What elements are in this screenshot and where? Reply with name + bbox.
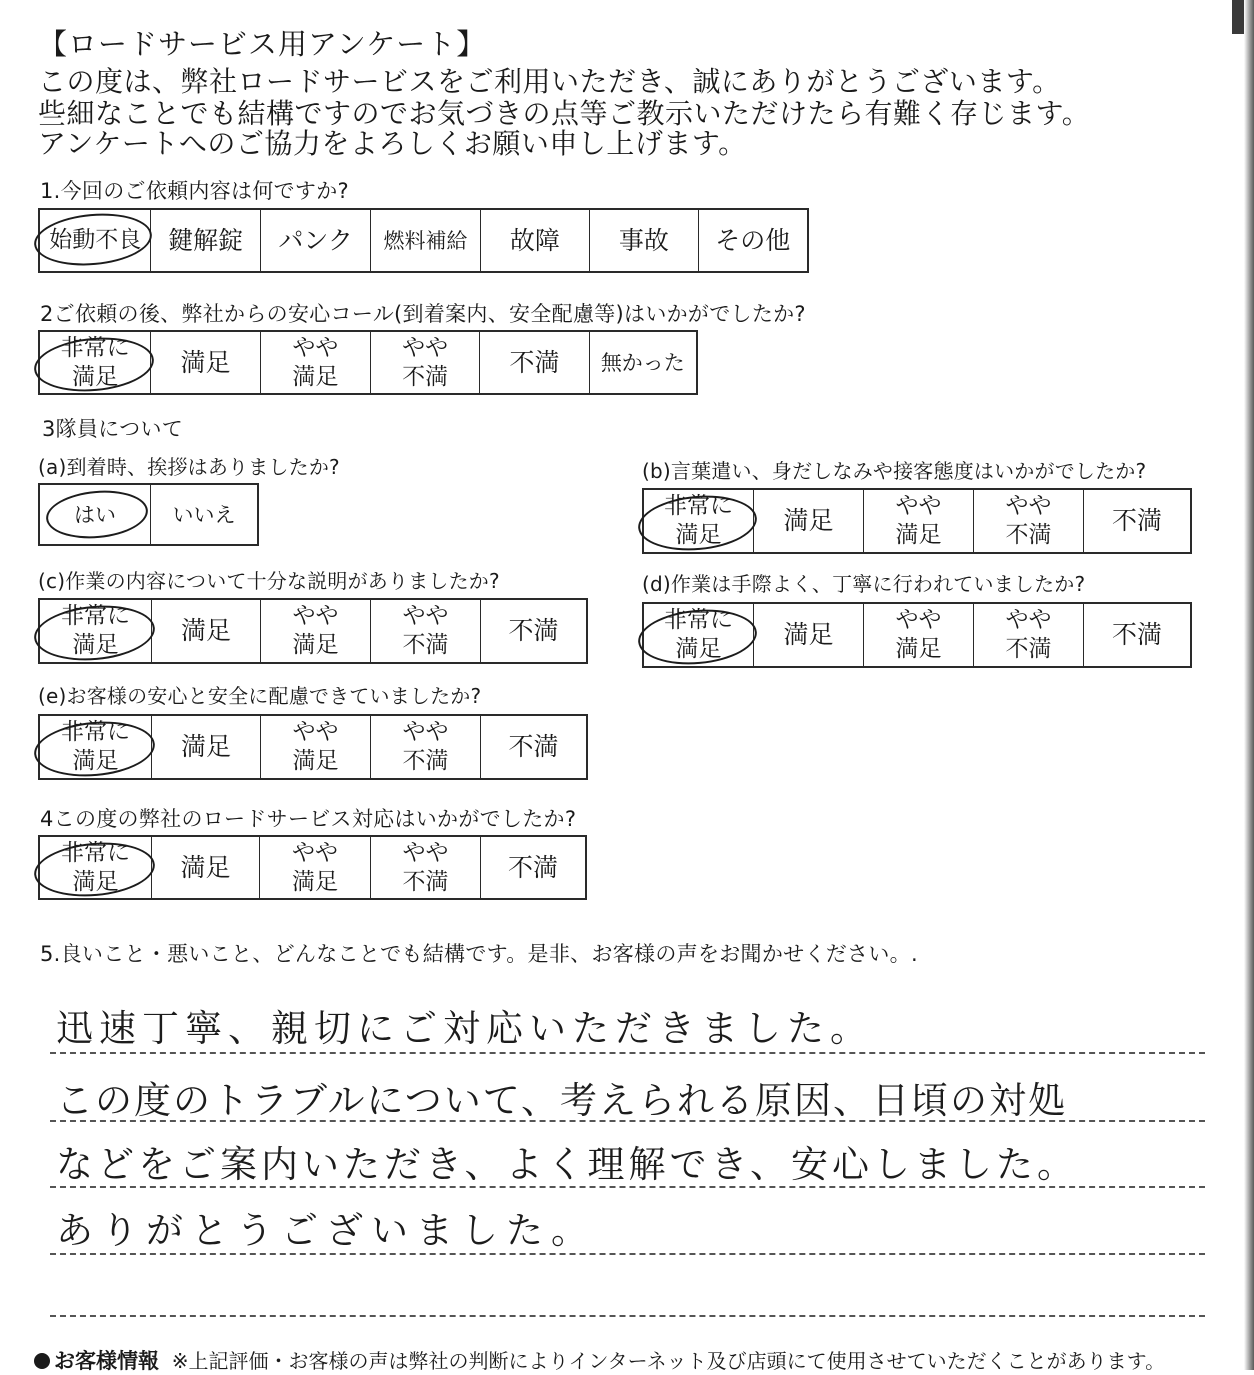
q3a-option-label: はい: [74, 502, 116, 527]
q4-question: 4この度の弊社のロードサービス対応はいかがでしたか?: [40, 807, 577, 831]
q4-option-label: 非常に 満足: [61, 839, 130, 895]
customer-info-footer: [34, 1345, 1165, 1375]
q3e-option-label: やや 満足: [292, 719, 339, 774]
q3d-option-label: 不満: [1111, 620, 1162, 649]
q3e-option-label: 非常に 満足: [61, 719, 130, 774]
q3d-option-label: やや 満足: [895, 607, 942, 662]
q3e-options: [38, 714, 588, 780]
q3d-option-label: やや 不満: [1005, 607, 1052, 662]
q3c-option-2[interactable]: [152, 600, 261, 662]
answer-rule: [50, 1052, 1205, 1054]
q3d-option-label: 満足: [783, 620, 834, 649]
q3b-option-label: やや 不満: [1005, 493, 1052, 548]
customer-info-note: ※上記評価・お客様の声は弊社の判断によりインターネット及び店頭にて使用させていただくことがあります。: [171, 1349, 1166, 1373]
q3e-option-5[interactable]: [481, 716, 586, 778]
q1-option-5[interactable]: [481, 210, 590, 271]
q3b-option-label: 満足: [783, 506, 834, 535]
q3e-question: (e)お客様の安心と安全に配慮できていましたか?: [38, 684, 482, 708]
q4-option-label: やや 不満: [402, 839, 449, 895]
q1-option-3[interactable]: [261, 210, 371, 271]
q3d-options: [642, 602, 1192, 668]
q3e-option-label: やや 不満: [402, 719, 449, 774]
q4-option-label: 不満: [507, 852, 558, 882]
q3c-option-label: 非常に 満足: [61, 603, 130, 658]
q3b-option-label: 非常に 満足: [664, 493, 733, 548]
answer-rule: [50, 1315, 1205, 1317]
q1-option-7[interactable]: [699, 210, 807, 271]
q3d-option-3[interactable]: [864, 604, 974, 666]
answer-line-4: ありがとうございました。: [56, 1209, 596, 1252]
answer-line-1: 迅速丁寧、親切にご対応いただきました。: [56, 1007, 873, 1050]
customer-info-label: お客様情報: [54, 1349, 159, 1373]
q3d-option-2[interactable]: [754, 604, 864, 666]
q3b-option-label: やや 満足: [895, 493, 942, 548]
q1-option-label: 故障: [509, 225, 560, 255]
q2-option-3[interactable]: [261, 332, 371, 393]
q2-question: 2ご依頼の後、弊社からの安心コール(到着案内、安全配慮等)はいかがでしたか?: [40, 302, 806, 326]
q3b-option-4[interactable]: [974, 490, 1084, 552]
q3d-option-label: 非常に 満足: [664, 607, 733, 662]
q3c-option-label: やや 不満: [402, 603, 449, 658]
q3e-option-4[interactable]: [371, 716, 481, 778]
scan-mark: [1232, 0, 1244, 34]
intro-line-2: 些細なことでも結構ですのでお気づきの点等ご教示いただけたら有難く存じます。: [38, 97, 1091, 130]
q2-option-label: 非常に 満足: [60, 334, 130, 390]
q2-option-label: やや 満足: [292, 334, 339, 390]
survey-title: 【ロードサービス用アンケート】: [38, 27, 487, 61]
q2-option-label: 満足: [180, 347, 231, 377]
q3c-question: (c)作業の内容について十分な説明がありましたか?: [38, 569, 500, 593]
q3a-option-2[interactable]: [151, 485, 257, 544]
q3c-option-4[interactable]: [371, 600, 481, 662]
q2-option-2[interactable]: [151, 332, 260, 393]
q3d-question: (d)作業は手際よく、丁寧に行われていましたか?: [642, 572, 1086, 596]
q1-option-label: 始動不良: [49, 227, 142, 253]
scan-edge: [1244, 0, 1254, 1370]
intro-line-1: この度は、弊社ロードサービスをご利用いただき、誠にありがとうございます。: [38, 65, 1061, 98]
q1-question: 1.今回のご依頼内容は何ですか?: [40, 179, 349, 203]
q3c-option-5[interactable]: [481, 600, 586, 662]
q3c-option-label: 満足: [180, 616, 231, 645]
q2-option-1[interactable]: [40, 332, 151, 393]
q4-option-label: やや 満足: [292, 839, 338, 895]
q1-option-label: その他: [715, 225, 791, 255]
answer-rule: [50, 1120, 1205, 1122]
q3a-question: (a)到着時、挨拶はありましたか?: [38, 455, 340, 479]
q3-heading: 3隊員について: [42, 417, 184, 441]
q1-option-1[interactable]: [40, 210, 151, 271]
q3d-option-1[interactable]: [644, 604, 754, 666]
q3b-option-label: 不満: [1111, 506, 1162, 535]
answer-rule: [50, 1253, 1205, 1255]
q3a-option-1[interactable]: [40, 485, 151, 544]
q3e-option-label: 満足: [180, 732, 231, 761]
q3b-question: (b)言葉遣い、身だしなみや接客態度はいかがでしたか?: [642, 459, 1147, 483]
q2-option-4[interactable]: [371, 332, 480, 393]
answer-line-3: などをご案内いただき、よく理解でき、安心しました。: [56, 1143, 1079, 1186]
bullet-icon: [34, 1353, 50, 1369]
q3b-option-1[interactable]: [644, 490, 754, 552]
answer-line-2: この度のトラブルについて、考えられる原因、日頃の対処: [56, 1079, 1068, 1122]
q1-option-label: 鍵解錠: [168, 225, 244, 255]
q5-question: 5.良いこと・悪いこと、どんなことでも結構です。是非、お客様の声をお聞かせください。.: [40, 942, 918, 966]
q1-option-label: 燃料補給: [383, 228, 468, 253]
q3e-option-3[interactable]: [261, 716, 371, 778]
q3d-option-4[interactable]: [974, 604, 1084, 666]
q2-option-6[interactable]: [590, 332, 696, 393]
q3c-option-label: 不満: [508, 616, 559, 645]
q3e-option-1[interactable]: [40, 716, 152, 778]
q3b-option-2[interactable]: [754, 490, 864, 552]
q2-option-label: 無かった: [600, 350, 685, 375]
q2-option-5[interactable]: [480, 332, 589, 393]
q3c-option-3[interactable]: [261, 600, 371, 662]
q2-option-label: 不満: [509, 347, 560, 377]
intro-line-3: アンケートへのご協力をよろしくお願い申し上げます。: [38, 127, 747, 160]
q3e-option-2[interactable]: [152, 716, 261, 778]
q1-option-4[interactable]: [371, 210, 480, 271]
q4-option-label: 満足: [180, 852, 231, 882]
q4-option-1[interactable]: [40, 837, 152, 898]
q4-option-3[interactable]: [260, 837, 371, 898]
answer-rule: [50, 1186, 1205, 1188]
q3a-option-label: いいえ: [172, 502, 236, 527]
q3b-option-5[interactable]: [1084, 490, 1190, 552]
q3c-options: [38, 598, 588, 664]
q4-option-2[interactable]: [152, 837, 260, 898]
q1-options: [38, 208, 809, 273]
q4-options: [38, 835, 587, 900]
q3a-options: [38, 483, 259, 546]
q3b-option-3[interactable]: [864, 490, 974, 552]
q4-option-5[interactable]: [481, 837, 585, 898]
q2-options: [38, 330, 698, 395]
q2-option-label: やや 不満: [402, 334, 449, 390]
q1-option-label: 事故: [618, 225, 669, 255]
q3c-option-1[interactable]: [40, 600, 152, 662]
q1-option-6[interactable]: [590, 210, 698, 271]
q4-option-4[interactable]: [371, 837, 481, 898]
q1-option-2[interactable]: [151, 210, 260, 271]
q3c-option-label: やや 満足: [292, 603, 339, 658]
q3e-option-label: 不満: [508, 732, 559, 761]
q1-option-label: パンク: [278, 225, 353, 255]
q3d-option-5[interactable]: [1084, 604, 1190, 666]
q3b-options: [642, 488, 1192, 554]
